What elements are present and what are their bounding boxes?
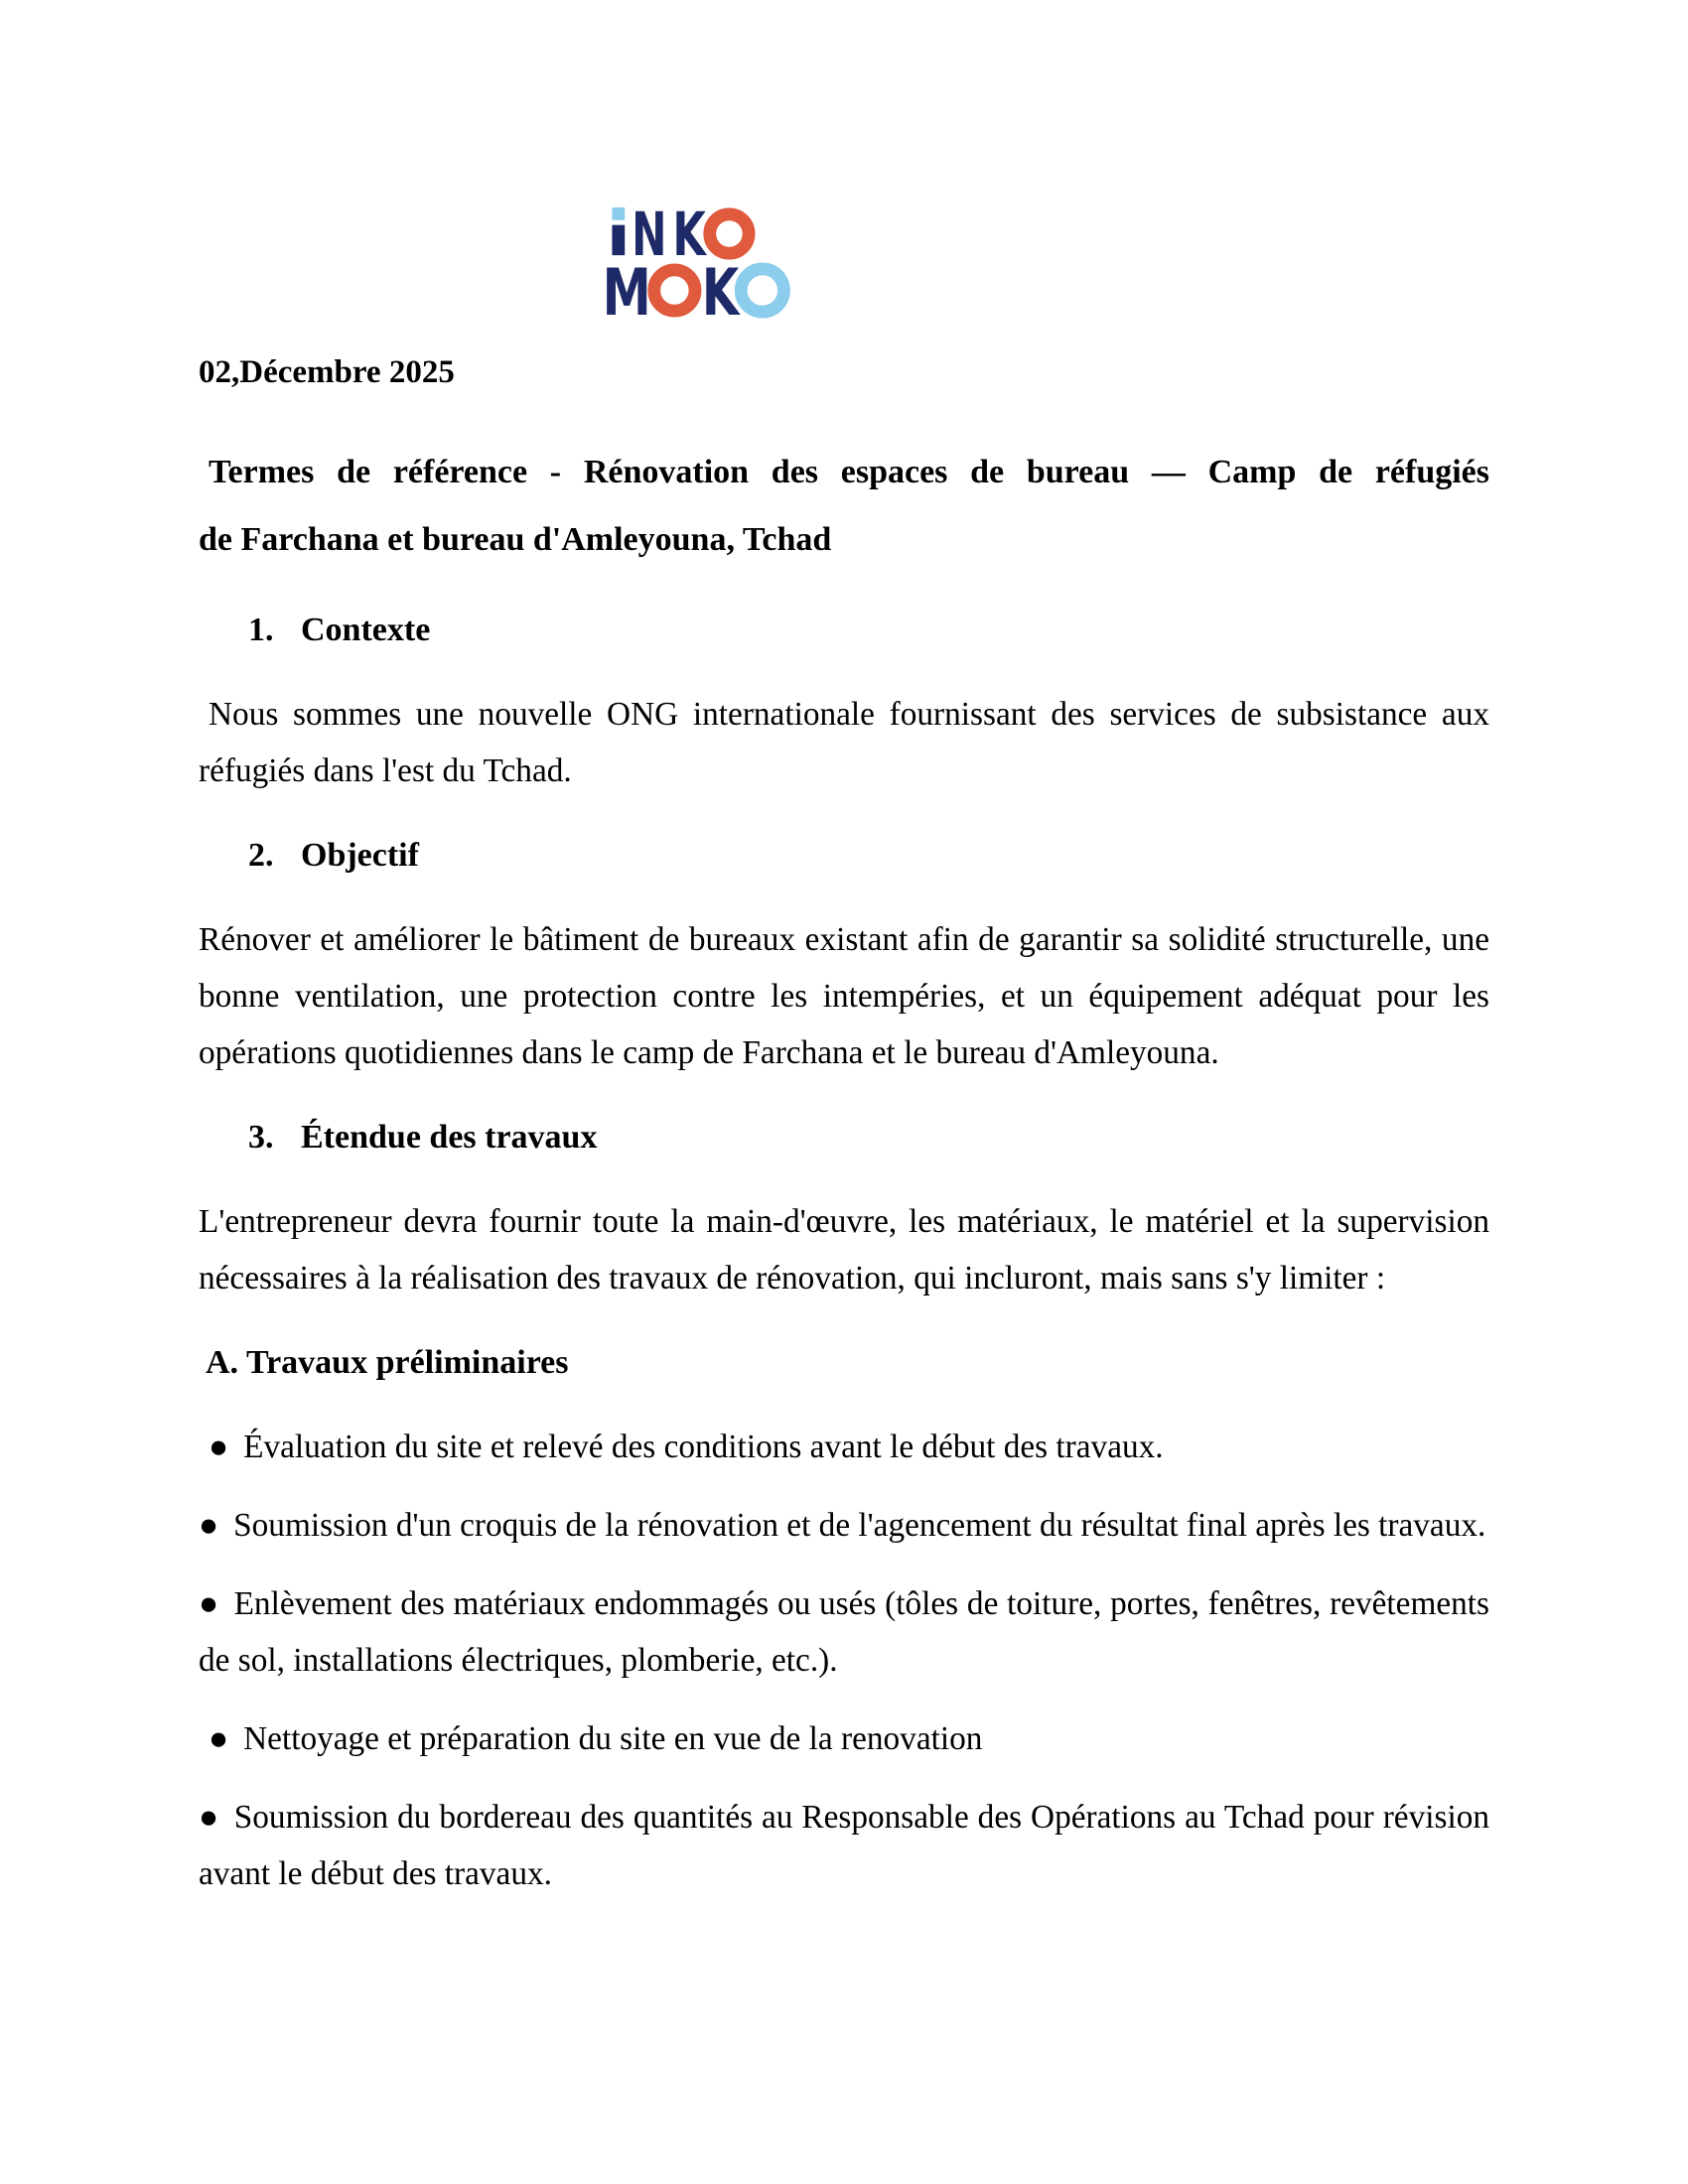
section-number: 1. [248, 612, 274, 648]
bullet-marker: ● [209, 1429, 229, 1465]
bullet-item [199, 1710, 1489, 1767]
bullet-text: Enlèvement des matériaux endommagés ou usés (tôles de toiture, portes, fenêtres, revêtements de sol, installations électriques, plomberie, etc.). [199, 1585, 1489, 1679]
section-label: Étendue des travaux [301, 1119, 598, 1156]
logo-ring-blue [741, 269, 783, 312]
inkomoko-logo-graphic [601, 200, 791, 332]
logo-letter-n: N [632, 200, 667, 271]
section-heading-contexte [199, 602, 1489, 658]
document-title [199, 439, 1489, 574]
inkomoko-logo [601, 200, 791, 332]
document-page [0, 200, 1688, 2184]
bullet-item [199, 1419, 1489, 1475]
bullet-item [199, 1789, 1489, 1902]
title-line-1: Termes de référence - Rénovation des espaces de bureau — Camp de réfugiés [209, 454, 1489, 490]
subsection-heading-travaux-preliminaires: A. Travaux préliminaires [206, 1344, 569, 1381]
logo-letter-k2: K [701, 256, 742, 332]
logo-i-stem [612, 225, 625, 255]
logo-letter-m: M [602, 256, 651, 332]
paragraph-objectif: Rénover et améliorer le bâtiment de bureaux existant afin de garantir sa solidité structurelle, une bonne ventilation, une protection contre les intempéries, et un équipement adéquat pour les opérations quotidiennes dans le camp de Farchana et le bureau d'Amleyouna. [199, 921, 1489, 1071]
section-number: 3. [248, 1119, 274, 1156]
logo-letter-k1: K [672, 200, 708, 271]
bullet-text: Soumission d'un croquis de la rénovation et de l'agencement du résultat final après les travaux. [233, 1507, 1486, 1544]
title-line-2: de Farchana et bureau d'Amleyouna, Tchad [199, 521, 832, 558]
section-number: 2. [248, 837, 274, 874]
bullet-marker: ● [199, 1585, 219, 1622]
bullet-text: Évaluation du site et relevé des conditions avant le début des travaux. [243, 1429, 1164, 1465]
bullet-marker: ● [199, 1507, 219, 1544]
paragraph-etendue: L'entrepreneur devra fournir toute la main-d'œuvre, les matériaux, le matériel et la supervision nécessaires à la réalisation des travaux de rénovation, qui incluront, mais sans s'y limiter : [199, 1203, 1489, 1297]
bullet-text: Nettoyage et préparation du site en vue de la renovation [243, 1720, 983, 1757]
logo-ring-orange-bottom [654, 270, 695, 311]
section-heading-objectif [199, 827, 1489, 884]
logo-i-dot [612, 207, 625, 220]
bullet-text: Soumission du bordereau des quantités au Responsable des Opérations au Tchad pour révision avant le début des travaux. [199, 1799, 1489, 1892]
bullet-marker: ● [209, 1720, 229, 1757]
section-label: Contexte [301, 612, 431, 648]
date-text: 02,Décembre 2025 [199, 354, 455, 390]
bullet-item [199, 1575, 1489, 1689]
section-heading-etendue [199, 1109, 1489, 1165]
section-label: Objectif [301, 837, 419, 874]
bullet-item [199, 1497, 1489, 1554]
bullet-marker: ● [199, 1799, 219, 1836]
logo-ring-orange-top [710, 214, 749, 253]
paragraph-contexte: Nous sommes une nouvelle ONG internationale fournissant des services de subsistance aux réfugiés dans l'est du Tchad. [199, 696, 1489, 789]
